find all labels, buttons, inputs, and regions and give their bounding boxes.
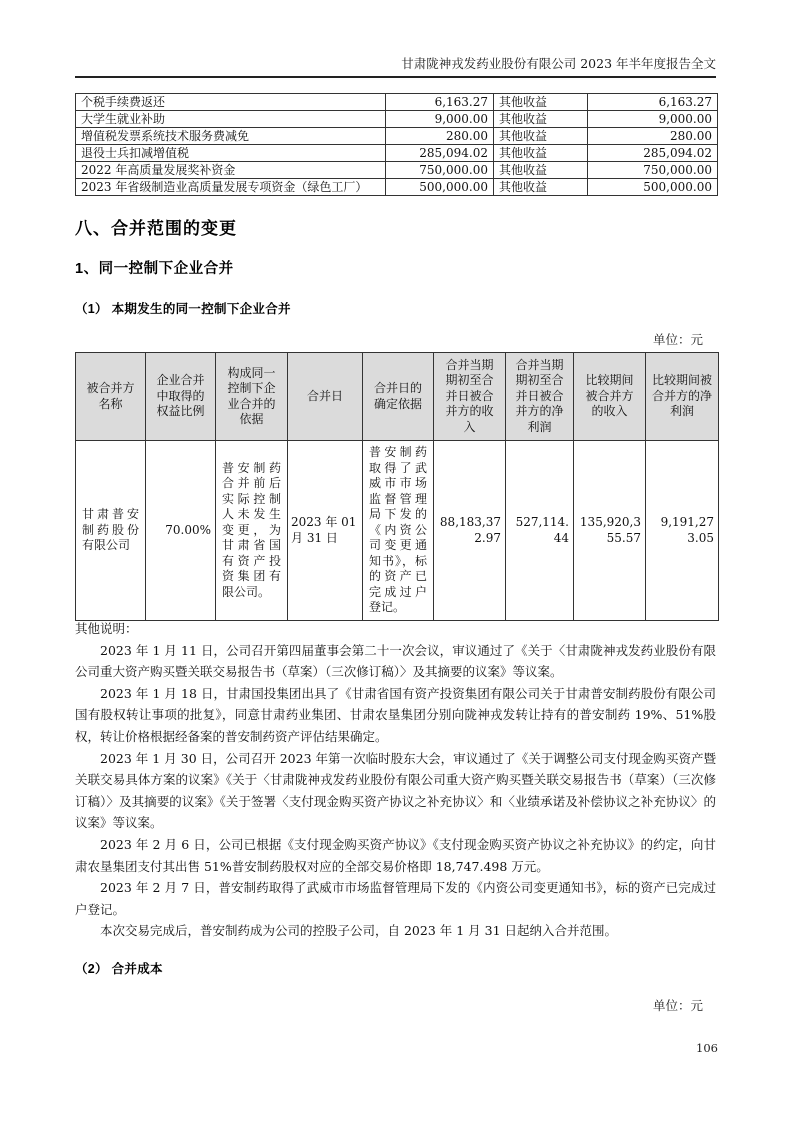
subsidy-amount-2: 750,000.00 <box>588 162 718 179</box>
column-header: 合并日 <box>288 353 363 441</box>
subsidy-table <box>75 93 718 196</box>
column-header: 比较期间被合并方的净利润 <box>646 353 719 441</box>
unit-label: 单位：元 <box>652 332 703 347</box>
subsidy-amount-2: 285,094.02 <box>588 145 718 162</box>
table-row <box>76 162 718 179</box>
subsidy-amount: 750,000.00 <box>386 162 494 179</box>
merger-table-header-row <box>76 353 719 441</box>
note-paragraph: 2023 年 1 月 18 日，甘肃国投集团出具了《甘肃省国有资产投资集团有限公司关于甘肃普安制药股份有限公司国有股权转让事项的批复》，同意甘肃药业集团、甘肃农垦集团分别向陇神戎发转让持有的普安制药 19%、51%股权，转让价格根据经备案的普安制药资产评估结果确定。 <box>75 685 716 744</box>
column-header: 合并当期期初至合并日被合并方的收入 <box>434 353 506 441</box>
table-row <box>76 94 718 111</box>
subsidy-item: 个税手续费返还 <box>76 94 386 111</box>
column-header: 被合并方名称 <box>76 353 146 441</box>
subsection-heading-common-control: 1、同一控制下企业合并 <box>75 261 234 277</box>
net-profit-comparison-period: 9,191,273.05 <box>646 441 719 621</box>
column-header: 企业合并中取得的权益比例 <box>146 353 216 441</box>
subsidy-category: 其他收益 <box>494 128 588 145</box>
column-header: 合并日的确定依据 <box>363 353 434 441</box>
note-paragraph: 2023 年 2 月 6 日，公司已根据《支付现金购买资产协议》《支付现金购买资产协议之补充协议》的约定，向甘肃农垦集团支付其出售 51%普安制药股权对应的全部交易价格即 18,747.498 万元。 <box>75 836 716 874</box>
other-notes <box>75 618 716 942</box>
subsidy-category: 其他收益 <box>494 145 588 162</box>
subsection-heading-current-period: （1） 本期发生的同一控制下企业合并 <box>75 302 291 316</box>
subsidy-amount: 285,094.02 <box>386 145 494 162</box>
note-paragraph: 2023 年 1 月 11 日，公司召开第四届董事会第二十一次会议，审议通过了《关于〈甘肃陇神戎发药业股份有限公司重大资产购买暨关联交易报告书（草案）（三次修订稿）〉及其摘要的议案》等议案。 <box>75 642 716 680</box>
running-header: 甘肃陇神戎发药业股份有限公司 2023 年半年度报告全文 <box>401 56 716 71</box>
net-profit-current-period: 527,114.44 <box>506 441 574 621</box>
merger-date-basis: 普安制药取得了武威市市场监督管理局下发的《内资公司变更通知书》，标的资产已完成过户登记。 <box>363 441 434 621</box>
notes-title: 其他说明： <box>75 621 138 636</box>
section-heading-merger-scope: 八、合并范围的变更 <box>75 219 237 238</box>
subsection-heading-merger-cost: （2） 合并成本 <box>75 962 163 976</box>
merged-party-name: 甘肃普安制药股份有限公司 <box>76 441 146 621</box>
merger-table <box>75 352 719 621</box>
subsidy-amount-2: 6,163.27 <box>588 94 718 111</box>
subsidy-amount: 6,163.27 <box>386 94 494 111</box>
subsidy-category: 其他收益 <box>494 179 588 196</box>
subsidy-category: 其他收益 <box>494 162 588 179</box>
table-row <box>76 111 718 128</box>
unit-label: 单位：元 <box>652 998 703 1013</box>
common-control-basis: 普安制药合并前后实际控制人未发生变更，为甘肃省国有资产投资集团有限公司。 <box>216 441 288 621</box>
table-row <box>76 145 718 162</box>
note-paragraph: 本次交易完成后，普安制药成为公司的控股子公司，自 2023 年 1 月 31 日起纳入合并范围。 <box>100 923 618 939</box>
column-header: 构成同一控制下企业合并的依据 <box>216 353 288 441</box>
subsidy-item: 2022 年高质量发展奖补资金 <box>76 162 386 179</box>
page-number: 106 <box>696 1041 718 1055</box>
column-header: 合并当期期初至合并日被合并方的净利润 <box>506 353 574 441</box>
equity-ratio: 70.00% <box>146 441 216 621</box>
column-header: 比较期间被合并方的收入 <box>574 353 646 441</box>
subsidy-category: 其他收益 <box>494 111 588 128</box>
note-paragraph: 2023 年 2 月 7 日，普安制药取得了武威市市场监督管理局下发的《内资公司变更通知书》，标的资产已完成过户登记。 <box>75 880 716 917</box>
subsidy-amount-2: 280.00 <box>588 128 718 145</box>
subsidy-item: 大学生就业补助 <box>76 111 386 128</box>
subsidy-amount: 9,000.00 <box>386 111 494 128</box>
revenue-comparison-period: 135,920,355.57 <box>574 441 646 621</box>
subsidy-item: 退役士兵扣减增值税 <box>76 145 386 162</box>
table-row <box>76 128 718 145</box>
revenue-current-period: 88,183,372.97 <box>434 441 506 621</box>
subsidy-amount-2: 9,000.00 <box>588 111 718 128</box>
subsidy-amount: 500,000.00 <box>386 179 494 196</box>
note-paragraph: 2023 年 1 月 30 日，公司召开 2023 年第一次临时股东大会，审议通过了《关于调整公司支付现金购买资产暨关联交易具体方案的议案》《关于〈甘肃陇神戎发药业股份有限公司重大资产购买暨关联交易报告书（草案）（三次修订稿）〉及其摘要的议案》《关于签署〈支付现金购买资产协议之补充协议〉和〈业绩承诺及补偿协议之补充协议〉的议案》等议案。 <box>75 750 716 831</box>
table-row <box>76 179 718 196</box>
subsidy-item: 增值税发票系统技术服务费减免 <box>76 128 386 145</box>
merger-table-data-row <box>76 441 719 621</box>
subsidy-amount: 280.00 <box>386 128 494 145</box>
subsidy-amount-2: 500,000.00 <box>588 179 718 196</box>
subsidy-category: 其他收益 <box>494 94 588 111</box>
subsidy-item: 2023 年省级制造业高质量发展专项资金（绿色工厂） <box>76 179 386 196</box>
merger-date: 2023 年 01 月 31 日 <box>288 441 363 621</box>
header-rule <box>75 76 716 78</box>
